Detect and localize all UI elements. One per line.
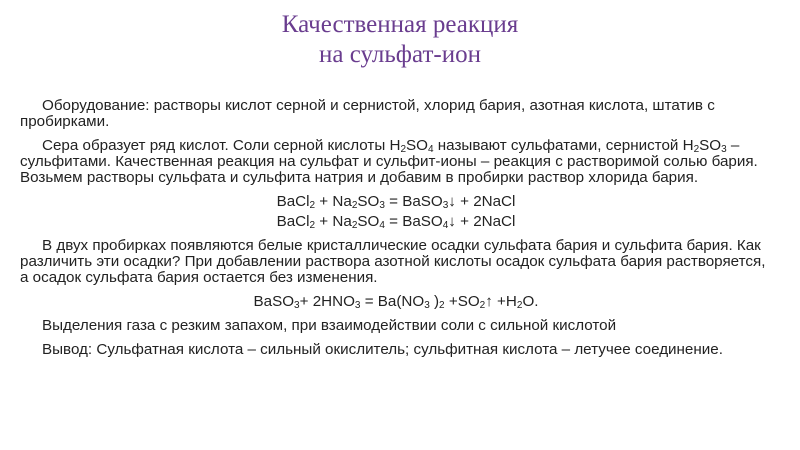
slide-title xyxy=(0,10,800,70)
equation-3: BaSO$_3$+ $2HNO_3 = Ba(NO_3$ )$_2$ $+SO_2↑ +H_2O$. xyxy=(253,293,539,311)
gas-paragraph: Выделения газа с резким запахом, при взаимодействии соли с сильной кислотой xyxy=(42,317,617,334)
intro-text-b: называют сульфатами, сернистой xyxy=(433,137,683,154)
intro-text-a: Сера образует ряд кислот. Соли серной кислоты xyxy=(42,137,390,154)
conclusion-paragraph: Вывод: Сульфатная кислота – сильный окислитель; сульфитная кислота – летучее соединение. xyxy=(42,341,723,358)
title-line-1: Качественная реакция xyxy=(281,11,519,38)
equation-1: BaCl$_2$ + $Na_2SO_3$ = BaSO$_3$↓ + 2NaCl xyxy=(276,193,516,211)
title-line-2: на сульфат-ион xyxy=(319,41,481,68)
observation-paragraph: В двух пробирках появляются белые кристаллические осадки сульфата бария и сульфита бария. Как различить эти осадки? При добавлении раствора азотной кислоты осадок сульфата бария растворяется, а осадок сульфата бария остается без изменения. xyxy=(20,237,766,286)
intro-text-c: – сульфитами. Качественная реакция на сульфат и сульфит-ионы – реакция с растворимой солью бария. Возьмем растворы сульфата и сульфита натрия и добавим в пробирки раствор хлорида бария. xyxy=(20,137,758,186)
formula-h2so3: $H_2SO_3$ xyxy=(682,137,727,155)
slide-body xyxy=(20,98,772,366)
formula-h2so4: $H_2SO_4$ xyxy=(389,137,434,155)
equipment-paragraph: Оборудование: растворы кислот серной и сернистой, хлорид бария, азотная кислота, штатив с пробирками. xyxy=(20,97,715,130)
equation-2: BaCl$_2$ + $Na_2SO_4$ = BaSO$_4$↓ + 2NaCl xyxy=(276,213,516,231)
intro-paragraph xyxy=(20,138,772,186)
